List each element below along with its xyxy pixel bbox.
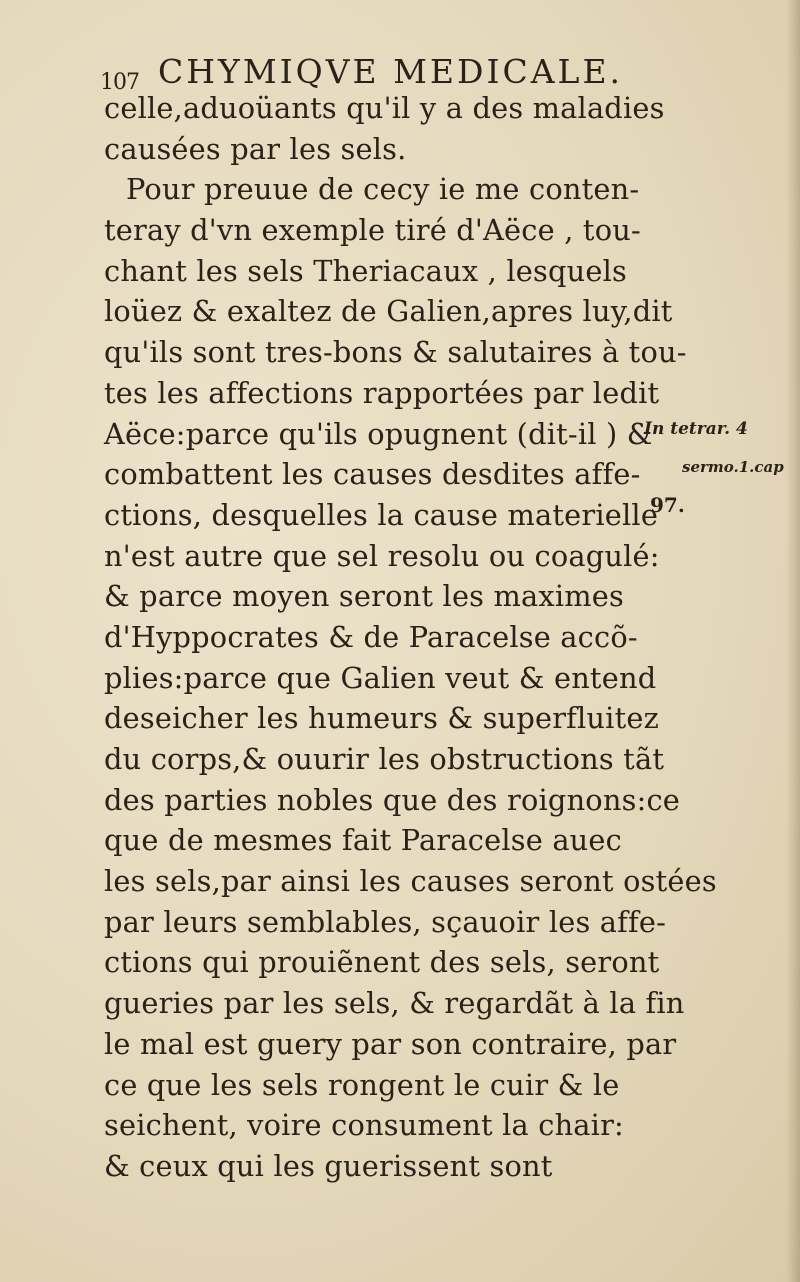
text-line: chant les sels Theriacaux , lesquels [104, 253, 627, 288]
text-line: Pour preuue de cecy ie me conten- [126, 172, 640, 207]
text-line: d'Hyppocrates & de Paracelse accõ- [104, 619, 638, 654]
text-line: gueries par les sels, & regardãt à la fin [104, 986, 685, 1021]
text-line: qu'ils sont tres-bons & salutaires à tou- [104, 335, 687, 370]
text-line: teray d'vn exemple tiré d'Aëce , tou- [104, 213, 641, 248]
page-edge-shadow [786, 0, 800, 1282]
text-line: combattent les causes desdites affe- [104, 457, 641, 492]
text-line: seichent, voire consument la chair: [104, 1108, 624, 1143]
text-line: ctions qui prouiẽnent des sels, seront [104, 945, 660, 980]
text-line: & ceux qui les guerissent sont [104, 1148, 553, 1183]
text-line: tes les affections rapportées par ledit [104, 375, 660, 410]
text-line: causées par les sels. [104, 131, 407, 166]
text-line: Aëce:parce qu'ils opugnent (dit-il ) & [104, 416, 653, 451]
text-line: ce que les sels rongent le cuir & le [104, 1067, 620, 1102]
running-head: CHYMIQVE MEDICALE. [158, 52, 624, 91]
margin-note: In tetrar. 4 [644, 419, 748, 439]
text-line: des parties nobles que des roignons:ce [104, 782, 681, 817]
text-line: deseicher les humeurs & superfluitez [104, 701, 659, 736]
text-line: n'est autre que sel resolu ou coagulé: [104, 538, 660, 573]
margin-notes [620, 410, 795, 524]
text-line: le mal est guery par son contraire, par [104, 1026, 677, 1061]
margin-note: 97. [650, 493, 685, 517]
text-line: loüez & exaltez de Galien,apres luy,dit [104, 294, 673, 329]
text-line: plies:parce que Galien veut & entend [104, 660, 657, 695]
margin-note: sermo.1.cap [682, 458, 784, 476]
text-line: & parce moyen seront les maximes [104, 579, 624, 614]
text-line: celle,aduoüants qu'il y a des maladies [104, 91, 665, 125]
text-line: ctions, desquelles la cause materielle [104, 497, 659, 532]
text-line: que de mesmes fait Paracelse auec [104, 823, 622, 858]
text-line: les sels,par ainsi les causes seront ostées [104, 864, 717, 899]
page-number: 107 [100, 70, 139, 95]
text-line: par leurs semblables, sçauoir les affe- [104, 904, 667, 939]
text-line: du corps,& ouurir les obstructions tãt [104, 742, 665, 776]
